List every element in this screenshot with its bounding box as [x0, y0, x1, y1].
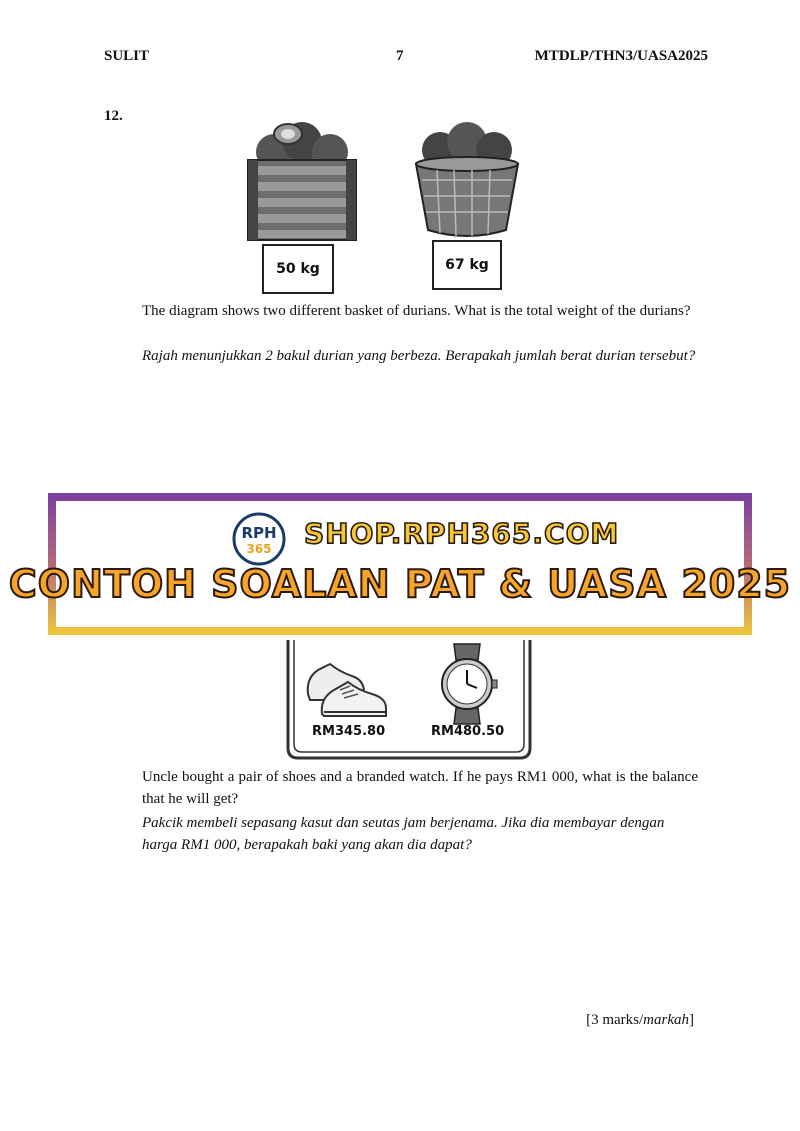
page-number: 7 [396, 48, 404, 64]
header-right: MTDLP/THN3/UASA2025 [534, 48, 708, 64]
banner-url: SHOP.RPH365.COM [304, 517, 620, 550]
weight-label-basket: 67 kg [432, 240, 502, 290]
question-number: 12. [104, 108, 123, 124]
svg-text:365: 365 [246, 542, 272, 556]
price-watch: RM480.50 [431, 724, 505, 739]
svg-text:RPH: RPH [241, 524, 277, 542]
marks-italic: markah [643, 1012, 689, 1028]
question13-text-malay: Pakcik membeli sepasang kasut dan seutas jam berjenama. Jika dia membayar dengan harga RM1 000, berapakah baki yang akan dia dapat? [142, 815, 665, 853]
question12-text-malay: Rajah menunjukkan 2 bakul durian yang berbeza. Berapakah jumlah berat durian tersebut? [142, 348, 696, 364]
question13-text-english: Uncle bought a pair of shoes and a branded watch. If he pays RM1 000, what is the balance that he will get? [142, 769, 698, 807]
weight-label-crate: 50 kg [262, 244, 334, 294]
rph365-logo [232, 512, 286, 566]
watch-image [432, 642, 502, 726]
marks-allocation [560, 1012, 694, 1029]
banner-title: CONTOH SOALAN PAT & UASA 2025 [8, 562, 792, 606]
marks-prefix: [3 marks/ [586, 1012, 644, 1028]
durian-basket-image [412, 118, 522, 240]
durian-crate-image [244, 112, 360, 242]
header-left: SULIT [104, 48, 150, 64]
marks-suffix: ] [689, 1012, 694, 1028]
price-shoes: RM345.80 [312, 724, 386, 739]
shoes-image [300, 642, 392, 722]
question12-text-english: The diagram shows two different basket of durians. What is the total weight of the durians? [142, 303, 691, 319]
